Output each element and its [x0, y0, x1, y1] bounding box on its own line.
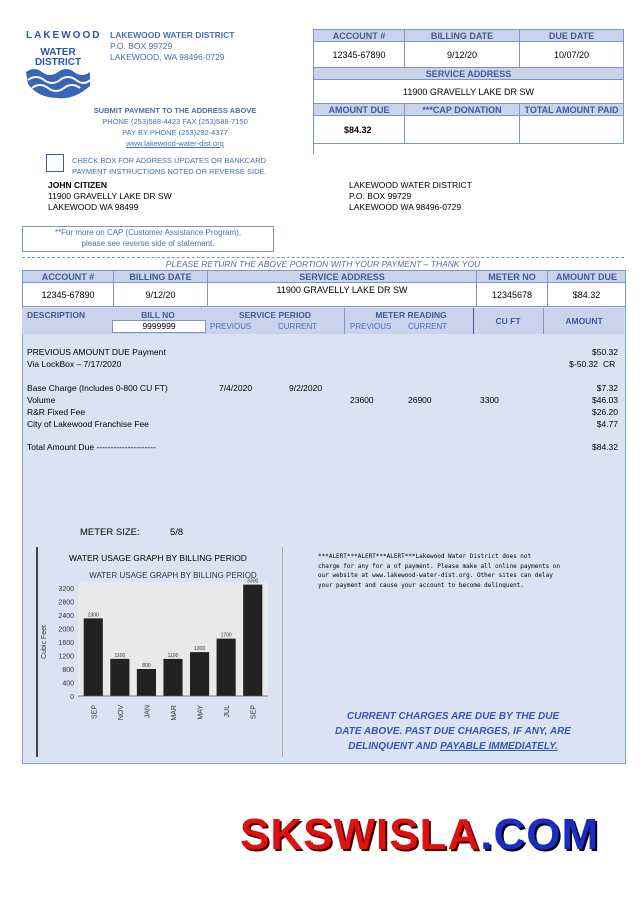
line-base-amount: $7.32	[596, 383, 618, 393]
col-divider-1	[344, 308, 345, 334]
line-total-desc: Total Amount Due ---------------------	[27, 442, 156, 452]
remit-city: LAKEWOOD WA 98496-0729	[349, 202, 462, 212]
cap-note-2: please see reverse side of statement.	[81, 239, 215, 248]
payment-summary-table	[313, 29, 624, 144]
bar-value-label: 3300	[247, 578, 259, 585]
line-city-desc: City of Lakewood Franchise Fee	[27, 419, 149, 429]
customer-address	[48, 180, 172, 213]
stub-header-service: SERVICE ADDRESS	[208, 271, 477, 283]
stub-header-account: ACCOUNT #	[23, 271, 114, 283]
logo-water-text: WATER	[40, 47, 76, 58]
alert-line-3: our website at www.lakewood-water-dist.org. Other sites can delay	[318, 572, 553, 579]
payment-info	[60, 105, 290, 149]
x-tick-label: SEP	[250, 705, 258, 720]
logo-top-text: LAKEWOOD	[26, 30, 102, 41]
district-city: LAKEWOOD, WA 98496-0729	[110, 52, 225, 62]
website-link[interactable]: www.lakewood-water-dist.org	[126, 139, 224, 148]
cap-note	[22, 226, 274, 252]
alert-text	[318, 552, 560, 590]
line-lockbox-amount: $-50.32	[569, 359, 598, 369]
due-notice-3a: DELINQUENT AND	[348, 741, 441, 752]
y-tick-label: 2400	[58, 613, 74, 620]
header-service-address: SERVICE ADDRESS	[314, 68, 624, 80]
header-billing-date: BILLING DATE	[405, 30, 520, 42]
watermark-suffix: .COM	[480, 810, 600, 859]
line-prev-desc: PREVIOUS AMOUNT DUE Payment	[27, 347, 166, 357]
alert-line-4: your payment and cause your account to become delinquent.	[318, 581, 524, 589]
chart-bar	[163, 659, 182, 696]
header-account: ACCOUNT #	[314, 30, 405, 42]
x-tick-label: JUL	[224, 705, 232, 718]
bar-value-label: 1100	[167, 652, 179, 659]
col-bill-no: BILL NO	[141, 310, 175, 320]
watermark	[240, 810, 599, 860]
line-rr-amount: $26.20	[592, 407, 618, 417]
y-tick-label: 1200	[58, 653, 74, 661]
y-axis-label: Cubic Feet	[41, 625, 48, 659]
line-base-desc: Base Charge (Includes 0-800 CU FT)	[27, 383, 168, 393]
bar-value-label: 1100	[114, 652, 126, 659]
district-name: LAKEWOOD WATER DISTRICT	[110, 30, 235, 40]
col-sp-current: CURRENT	[278, 322, 318, 331]
bar-value-label: 1300	[194, 646, 206, 653]
checkbox-note-1: CHECK BOX FOR ADDRESS UPDATES OR BANKCARD	[72, 156, 267, 165]
district-po-box: P.O. BOX 99729	[110, 41, 173, 51]
checkbox-note-2: PAYMENT INSTRUCTIONS NOTED OR REVERSE SIDE.	[72, 167, 267, 176]
line-rr-desc: R&R Fixed Fee	[27, 407, 86, 417]
x-tick-label: SEP	[91, 705, 99, 720]
line-vol-curr: 26900	[408, 395, 432, 405]
chart-bar	[137, 669, 156, 696]
customer-name: JOHN CITIZEN	[48, 180, 108, 190]
x-tick-label: MAR	[171, 705, 178, 721]
statement-header-table	[22, 270, 626, 307]
watermark-main: SKSWISLA	[240, 810, 481, 859]
x-tick-label: MAY	[197, 705, 205, 720]
line-vol-cuft: 3300	[480, 395, 499, 405]
address-update-checkbox[interactable]	[46, 154, 64, 172]
col-amount: AMOUNT	[565, 316, 603, 326]
line-base-prev: 7/4/2020	[219, 383, 253, 393]
amount-due: $84.32	[314, 116, 405, 144]
checkbox-note	[72, 155, 267, 177]
remit-name: LAKEWOOD WATER DISTRICT	[349, 180, 472, 190]
col-sp-previous: PREVIOUS	[210, 322, 252, 331]
logo-district-text: DISTRICT	[34, 57, 82, 68]
chart-bar	[243, 585, 262, 696]
bill-no: 9999999	[112, 320, 206, 333]
y-tick-label: 1600	[58, 640, 74, 647]
district-logo	[22, 28, 102, 100]
line-vol-amount: $46.03	[592, 395, 618, 405]
stub-header-meter: METER NO	[477, 271, 548, 283]
chart-bar	[190, 652, 209, 696]
col-meter-reading: METER READING	[375, 310, 447, 320]
due-notice-2: DATE ABOVE. PAST DUE CHARGES, IF ANY, ARE	[335, 726, 571, 737]
header-amount-due: AMOUNT DUE	[314, 104, 405, 116]
bar-value-label: 2300	[87, 612, 99, 619]
stub-billing-date: 9/12/20	[114, 283, 208, 307]
col-service-period: SERVICE PERIOD	[238, 310, 312, 320]
alert-line-1: ***ALERT***ALERT***ALERT***Lakewood Water District does not	[318, 553, 532, 560]
y-tick-label: 2800	[58, 599, 74, 607]
bar-value-label: 1700	[220, 632, 232, 639]
line-vol-desc: Volume	[27, 395, 56, 405]
y-tick-label: 400	[62, 680, 74, 688]
stub-amount-due: $84.32	[548, 283, 626, 307]
due-notice	[318, 709, 588, 754]
header-cap-donation: ***CAP DONATION	[405, 104, 520, 116]
line-vol-prev: 23600	[350, 395, 374, 405]
y-tick-label: 800	[62, 667, 74, 674]
total-paid-field[interactable]	[520, 116, 624, 144]
graph-outer-title: WATER USAGE GRAPH BY BILLING PERIOD	[69, 553, 247, 563]
bar-value-label: 800	[142, 663, 151, 669]
meter-size-value: 5/8	[170, 527, 184, 538]
line-total-amount: $84.32	[592, 442, 618, 452]
stub-header-amount: AMOUNT DUE	[548, 271, 626, 283]
payment-line-1: SUBMIT PAYMENT TO THE ADDRESS ABOVE	[93, 106, 257, 115]
alert-line-2: charge for any for a of payment. Please make all online payments on	[318, 562, 561, 570]
remit-address	[349, 180, 472, 213]
col-description: DESCRIPTION	[27, 310, 86, 320]
billing-date: 9/12/20	[405, 42, 520, 68]
x-tick-label: JAN	[144, 705, 152, 719]
chart-bar	[110, 659, 129, 696]
chart-title: WATER USAGE GRAPH BY BILLING PERIOD	[89, 571, 257, 580]
chart-bar	[217, 639, 236, 696]
cap-donation-field[interactable]	[405, 116, 520, 144]
col-mr-previous: PREVIOUS	[350, 322, 392, 331]
stub-account: 12345-67890	[23, 283, 114, 307]
y-tick-label: 2000	[58, 626, 74, 634]
payment-line-3: PAY BY PHONE (253)292-4377	[122, 128, 228, 137]
account-number: 12345-67890	[314, 42, 405, 68]
header-total-paid: TOTAL AMOUNT PAID	[520, 104, 624, 116]
line-lockbox-desc: Via LockBox – 7/17/2020	[27, 359, 122, 369]
header-due-date: DUE DATE	[520, 30, 624, 42]
service-address: 11900 GRAVELLY LAKE DR SW	[314, 80, 624, 104]
stub-service-address: 11900 GRAVELLY LAKE DR SW	[208, 283, 477, 307]
customer-city: LAKEWOOD WA 98499	[48, 202, 139, 212]
y-tick-label: 0	[70, 694, 74, 701]
line-city-amount: $4.77	[596, 419, 618, 429]
stub-header-billing: BILLING DATE	[114, 271, 208, 283]
line-prev-amount: $50.32	[592, 347, 618, 357]
y-tick-label: 3200	[58, 586, 74, 593]
table-left-rule	[313, 142, 314, 154]
customer-street: 11900 GRAVELLY LAKE DR SW	[48, 191, 172, 201]
chart-bar	[84, 618, 103, 696]
return-notice: PLEASE RETURN THE ABOVE PORTION WITH YOUR PAYMENT – THANK YOU	[165, 259, 481, 269]
due-notice-1: CURRENT CHARGES ARE DUE BY THE DUE	[346, 711, 560, 722]
district-address	[110, 30, 235, 63]
col-cuft: CU FT	[495, 316, 521, 326]
usage-chart	[38, 566, 278, 736]
cap-note-1: **For more on CAP (Customer Assistance Program),	[54, 228, 242, 237]
col-mr-current: CURRENT	[408, 322, 448, 331]
meter-size-label: METER SIZE:	[80, 527, 140, 538]
stub-meter-no: 12345678	[477, 283, 548, 307]
due-notice-3b: PAYABLE IMMEDIATELY.	[440, 741, 558, 752]
line-lockbox-cr: CR	[603, 359, 616, 369]
remit-po-box: P.O. BOX 99729	[349, 191, 412, 201]
line-base-curr: 9/2/2020	[289, 383, 323, 393]
payment-line-2: PHONE (253)588-4423 FAX (253)588-7150	[102, 117, 248, 126]
due-date: 10/07/20	[520, 42, 624, 68]
tear-line	[22, 257, 624, 258]
x-tick-label: NOV	[117, 705, 125, 721]
